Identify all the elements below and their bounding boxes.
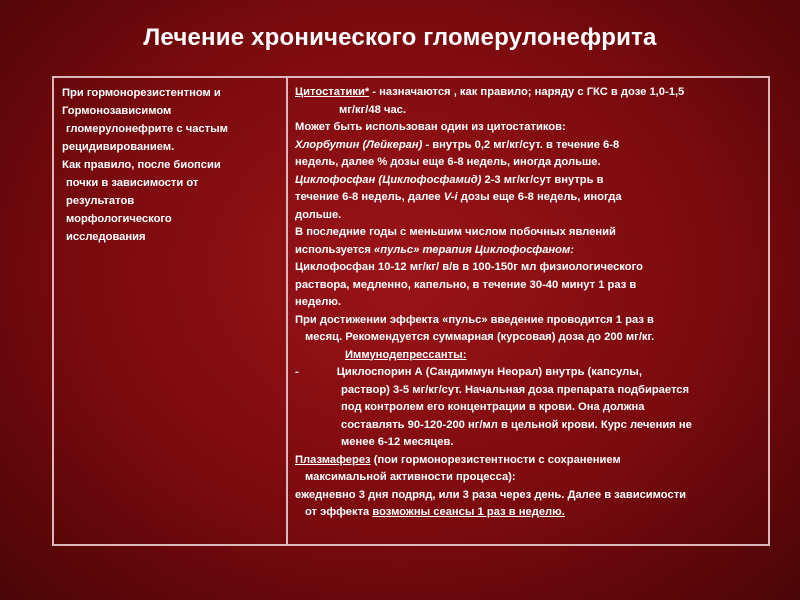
- treatment-line: течение 6-8 недель, далее V-i дозы еще 6-8 недель, иногда: [295, 191, 622, 203]
- indication-line: гломерулонефрите с частым: [66, 123, 228, 135]
- immunosuppressants-heading: Иммунодепрессанты:: [345, 348, 467, 361]
- indication-line: морфологического: [66, 213, 172, 225]
- treatment-line: Циклофосфан 10-12 мг/кг/ в/в в 100-150г мл физиологического: [295, 261, 643, 273]
- indication-line: результатов: [66, 195, 135, 207]
- treatment-line: под контролем его концентрации в крови. Она должна: [341, 401, 645, 413]
- indication-line: При гормонорезистентном и: [62, 87, 221, 99]
- treatment-cell: [288, 78, 768, 544]
- cytostatics-heading: Цитостатики*: [295, 86, 370, 98]
- treatment-line: дольше.: [295, 208, 342, 221]
- plasmapheresis-heading: Плазмаферез: [295, 453, 371, 466]
- treatment-line: ежедневно 3 дня подряд, или 3 раза через день. Далее в зависимости: [295, 488, 687, 501]
- page-title: Лечение хронического гломерулонефрита: [143, 24, 657, 51]
- treatment-line: менее 6-12 месяцев.: [341, 436, 454, 448]
- treatment-line: используется «пульс» терапия Циклофосфаном:: [295, 243, 575, 256]
- treatment-line: от эффекта возможны сеансы 1 раз в неделю.: [305, 506, 565, 518]
- treatment-table: [52, 76, 770, 546]
- treatment-line: мг/кг/48 час.: [339, 103, 407, 116]
- treatment-line: раствора, медленно, капельно, в течение 30-40 минут 1 раз в: [295, 278, 637, 291]
- drug-name: Циклофосфан (Циклофосфамид): [295, 173, 482, 186]
- treatment-line: раствор) 3-5 мг/кг/сут. Начальная доза препарата подбирается: [341, 383, 690, 396]
- treatment-line: При достижении эффекта «пульс» введение проводится 1 раз в: [295, 313, 654, 326]
- treatment-line: Плазмаферез (пои гормонорезистентности с сохранением: [295, 453, 621, 466]
- treatment-line: Циклофосфан (Циклофосфамид) 2-3 мг/кг/сут внутрь в: [295, 173, 604, 186]
- indications-cell: [54, 78, 288, 544]
- treatment-line: - Циклоспорин А (Сандиммун Неорал) внутрь (капсулы,: [295, 366, 642, 378]
- treatment-line: максимальной активности процесса):: [305, 471, 516, 483]
- indication-line: исследования: [66, 231, 146, 243]
- treatment-line: В последние годы с меньшим числом побочных явлений: [295, 226, 616, 238]
- indication-line: Как правило, после биопсии: [62, 159, 221, 171]
- treatment-line: месяц. Рекомендуется суммарная (курсовая) доза до 200 мг/кг.: [305, 331, 655, 343]
- indication-line: почки в зависимости от: [66, 177, 199, 189]
- drug-name: Хлорбутин (Лейкеран): [295, 138, 423, 151]
- treatment-line: недель, далее % дозы еще 6-8 недель, иногда дольше.: [295, 156, 601, 168]
- treatment-line: неделю.: [295, 296, 342, 308]
- treatment-line: составлять 90-120-200 нг/мл в цельной крови. Курс лечения не: [341, 418, 692, 431]
- treatment-line: Цитостатики* - назначаются , как правило; наряду с ГКС в дозе 1,0-1,5: [295, 86, 685, 98]
- treatment-line: Хлорбутин (Лейкеран) - внутрь 0,2 мг/кг/сут. в течение 6-8: [295, 138, 620, 151]
- indication-line: Гормонозависимом: [62, 105, 172, 117]
- pulse-therapy-label: «пульс» терапия Циклофосфаном:: [374, 243, 575, 256]
- treatment-line: Может быть использован один из цитостатиков:: [295, 121, 566, 133]
- treatment-line: [295, 347, 760, 365]
- indication-line: рецидивированием.: [62, 141, 175, 153]
